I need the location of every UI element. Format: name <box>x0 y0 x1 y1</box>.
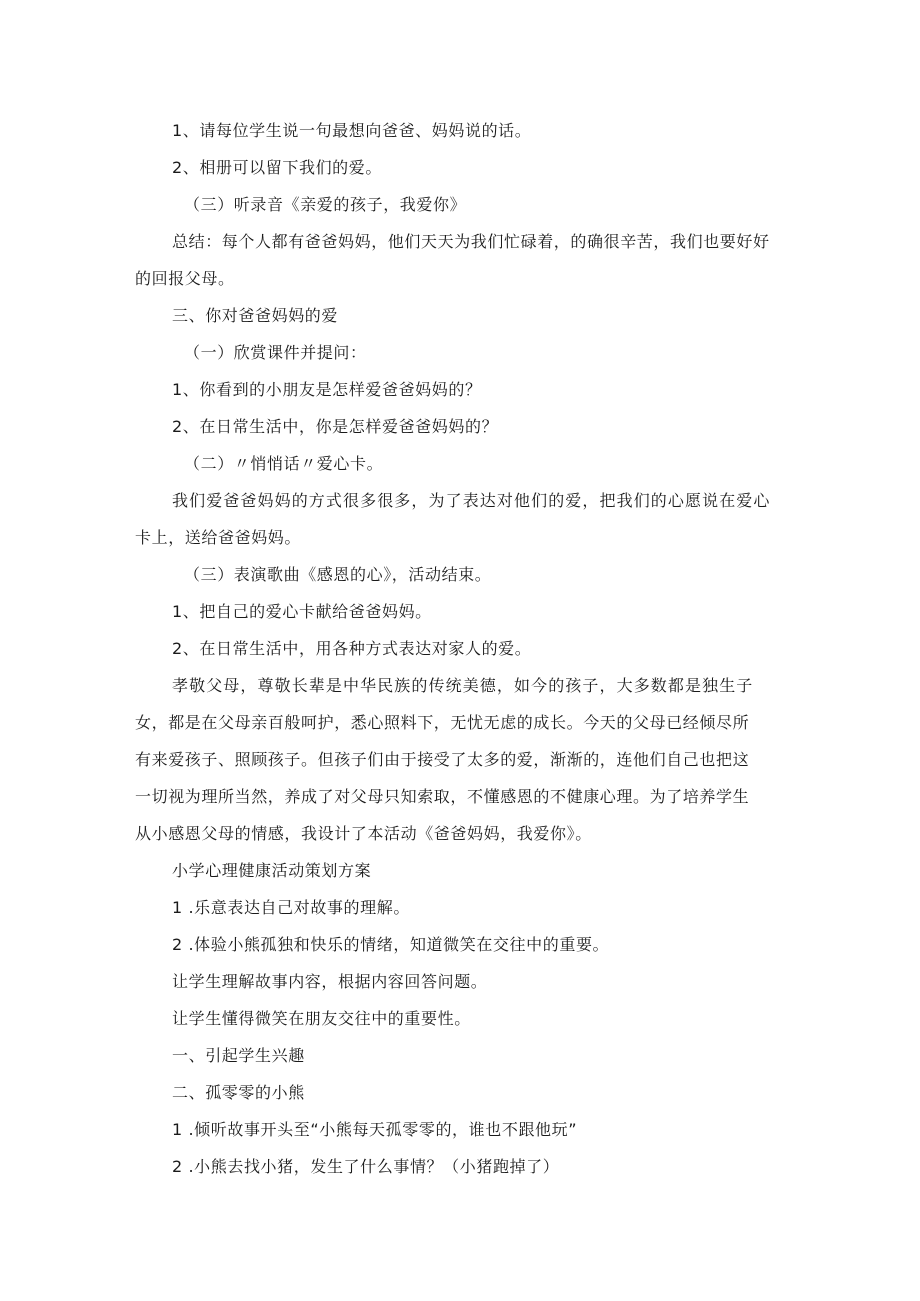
paragraph-line: 女，都是在父母亲百般呵护，悉心照料下，无忧无虑的成长。今天的父母已经倾尽所 <box>135 713 750 732</box>
document-title: 小学心理健康活动策划方案 <box>172 861 372 880</box>
paragraph-line: 让学生懂得微笑在朋友交往中的重要性。 <box>172 1009 471 1028</box>
section-heading: （一）欣赏课件并提问： <box>184 343 367 362</box>
paragraph-line: 让学生理解故事内容，根据内容回答问题。 <box>172 972 488 991</box>
section-heading: 三、你对爸爸妈妈的爱 <box>172 306 339 325</box>
paragraph-line: 卡上，送给爸爸妈妈。 <box>135 528 302 547</box>
section-heading: （二）〃悄悄话〃爱心卡。 <box>184 454 384 473</box>
paragraph-line: 1、把自己的爱心卡献给爸爸妈妈。 <box>172 602 432 621</box>
paragraph-line: 孝敬父母，尊敬长辈是中华民族的传统美德，如今的孩子，大多数都是独生子 <box>172 676 754 695</box>
paragraph-line: 一切视为理所当然，养成了对父母只知索取，不懂感恩的不健康心理。为了培养学生 <box>135 787 750 806</box>
paragraph-line: 2、在日常生活中，用各种方式表达对家人的爱。 <box>172 639 532 658</box>
paragraph-line: 有来爱孩子、照顾孩子。但孩子们由于接受了太多的爱，渐渐的，连他们自己也把这 <box>135 750 750 769</box>
paragraph-line: 2 .小熊去找小猪，发生了什么事情？（小猪跑掉了） <box>172 1157 560 1176</box>
paragraph-line: 1、你看到的小朋友是怎样爱爸爸妈妈的？ <box>172 380 482 399</box>
section-heading: 二、孤零零的小熊 <box>172 1083 305 1102</box>
paragraph-line: 的回报父母。 <box>135 269 235 288</box>
paragraph-line: 2、相册可以留下我们的爱。 <box>172 158 382 177</box>
section-heading: 一、引起学生兴趣 <box>172 1046 305 1065</box>
paragraph-line: 我们爱爸爸妈妈的方式很多很多，为了表达对他们的爱，把我们的心愿说在爱心 <box>172 491 771 510</box>
paragraph-line: 总结：每个人都有爸爸妈妈，他们天天为我们忙碌着，的确很辛苦，我们也要好好 <box>172 232 770 251</box>
paragraph-line: 从小感恩父母的情感，我设计了本活动《爸爸妈妈，我爱你》。 <box>135 824 592 843</box>
section-heading: （三）听录音《亲爱的孩子，我爱你》 <box>184 195 467 214</box>
paragraph-line: 2、在日常生活中，你是怎样爱爸爸妈妈的？ <box>172 417 499 436</box>
paragraph-line: 1 .乐意表达自己对故事的理解。 <box>172 898 410 917</box>
paragraph-line: 1、请每位学生说一句最想向爸爸、妈妈说的话。 <box>172 121 532 140</box>
paragraph-line: 2 .体验小熊孤独和快乐的情绪，知道微笑在交往中的重要。 <box>172 935 610 954</box>
paragraph-line: 1 .倾听故事开头至“小熊每天孤零零的，谁也不跟他玩” <box>172 1120 578 1139</box>
section-heading: （三）表演歌曲《感恩的心》，活动结束。 <box>184 565 492 584</box>
